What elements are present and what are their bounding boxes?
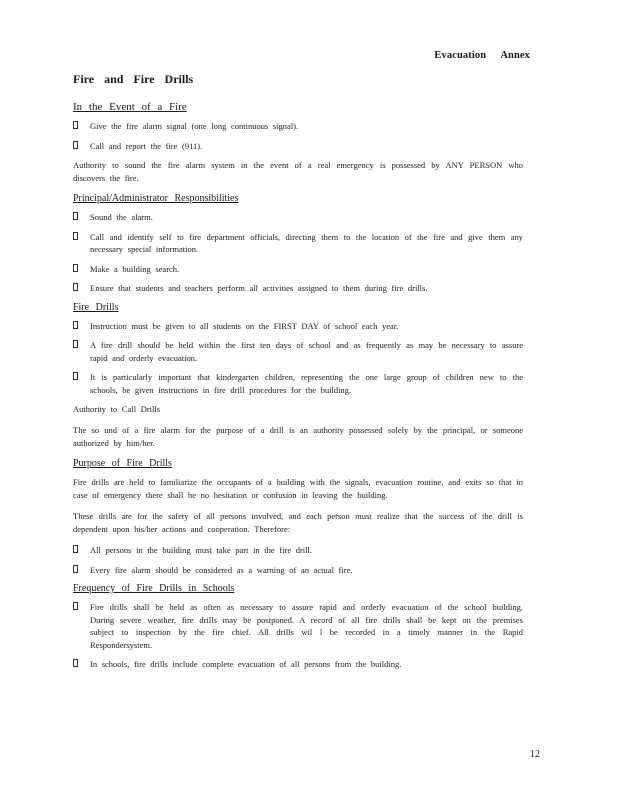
bullet-icon xyxy=(73,545,78,553)
bullet-icon xyxy=(73,264,78,272)
bullet-icon xyxy=(73,659,78,667)
page-number: 12 xyxy=(530,749,540,760)
section-heading: Frequency of Fire Drills in Schools xyxy=(73,583,235,594)
section-purpose xyxy=(73,458,523,576)
list-item: Sound the alarm. xyxy=(73,211,523,224)
section-heading: In the Event of a Fire xyxy=(73,101,187,113)
list-item: A fire drill should be held within the first ten days of school and as frequently as may be necessary to assure rapid and orderly evacuation. xyxy=(73,339,523,364)
section-heading: Fire Drills xyxy=(73,301,119,313)
subheading-authority: Authority to Call Drills xyxy=(73,404,161,414)
list-item: Make a building search. xyxy=(73,263,523,276)
bullet-icon xyxy=(73,372,78,380)
paragraph: The so und of a fire alarm for the purpose of a drill is an authority possessed solely by the principal, or someone authorized by him/her. xyxy=(73,425,523,448)
paragraph: These drills are for the safety of all persons involved, and each person must realize that the success of the drill is dependent upon his/her actions and cooperation. Therefore: xyxy=(73,511,523,534)
list-item: Fire drills shall be held as often as necessary to assure rapid and orderly evacuation of the school building. During severe weather, fire drills may be postponed. A record of all fire drills shall be kept on the premises subject to inspection by the fire chief. All drills wil l be recorded in a timely manner in the Rapid Respondersystem. xyxy=(73,601,523,651)
paragraph: Fire drills are held to familiarize the occupants of a building with the signals, evacuation routine, and exits so that in case of emergency there shall be no hesitation or confusion in leaving the building. xyxy=(73,477,523,500)
list-item: Instruction must be given to all students on the FIRST DAY of school each year. xyxy=(73,320,523,333)
list-item: Ensure that students and teachers perform all activities assigned to them during fire drills. xyxy=(73,282,523,295)
section-frequency xyxy=(73,583,523,671)
section-heading: Purpose of Fire Drills xyxy=(73,458,172,469)
list-item: Every fire alarm should be considered as a warning of an actual fire. xyxy=(73,564,523,577)
page-title: Fire and Fire Drills xyxy=(73,72,194,86)
bullet-icon xyxy=(73,141,78,149)
bullet-icon xyxy=(73,340,78,348)
list-item: In schools, fire drills include complete evacuation of all persons from the building. xyxy=(73,658,523,671)
bullet-icon xyxy=(73,283,78,291)
section-principal-responsibilities xyxy=(73,193,523,295)
list-item: Give the fire alarm signal (one long continuous signal). xyxy=(73,120,523,133)
section-fire-event xyxy=(73,101,523,185)
bullet-icon xyxy=(73,121,78,129)
bullet-icon xyxy=(73,232,78,240)
bullet-icon xyxy=(73,565,78,573)
annex-header: Evacuation Annex xyxy=(434,50,530,61)
bullet-icon xyxy=(73,212,78,220)
bullet-icon xyxy=(73,602,78,610)
section-heading: Principal/Administrator Responsibilities xyxy=(73,193,239,204)
section-fire-drills xyxy=(73,302,523,451)
paragraph: Authority to sound the fire alarm system in the event of a real emergency is possessed by ANY PERSON who discovers the fire. xyxy=(73,160,523,183)
document-body xyxy=(73,72,523,678)
list-item: It is particularly important that kindergarten children, representing the one large group of children new to the schools, be given instructions in fire drill procedures for the building. xyxy=(73,371,523,396)
list-item: Call and identify self to fire department officials, directing them to the location of the fire and give them any necessary special information. xyxy=(73,231,523,256)
bullet-icon xyxy=(73,321,78,329)
list-item: Call and report the fire (911). xyxy=(73,140,523,153)
list-item: All persons in the building must take part in the fire drill. xyxy=(73,544,523,557)
